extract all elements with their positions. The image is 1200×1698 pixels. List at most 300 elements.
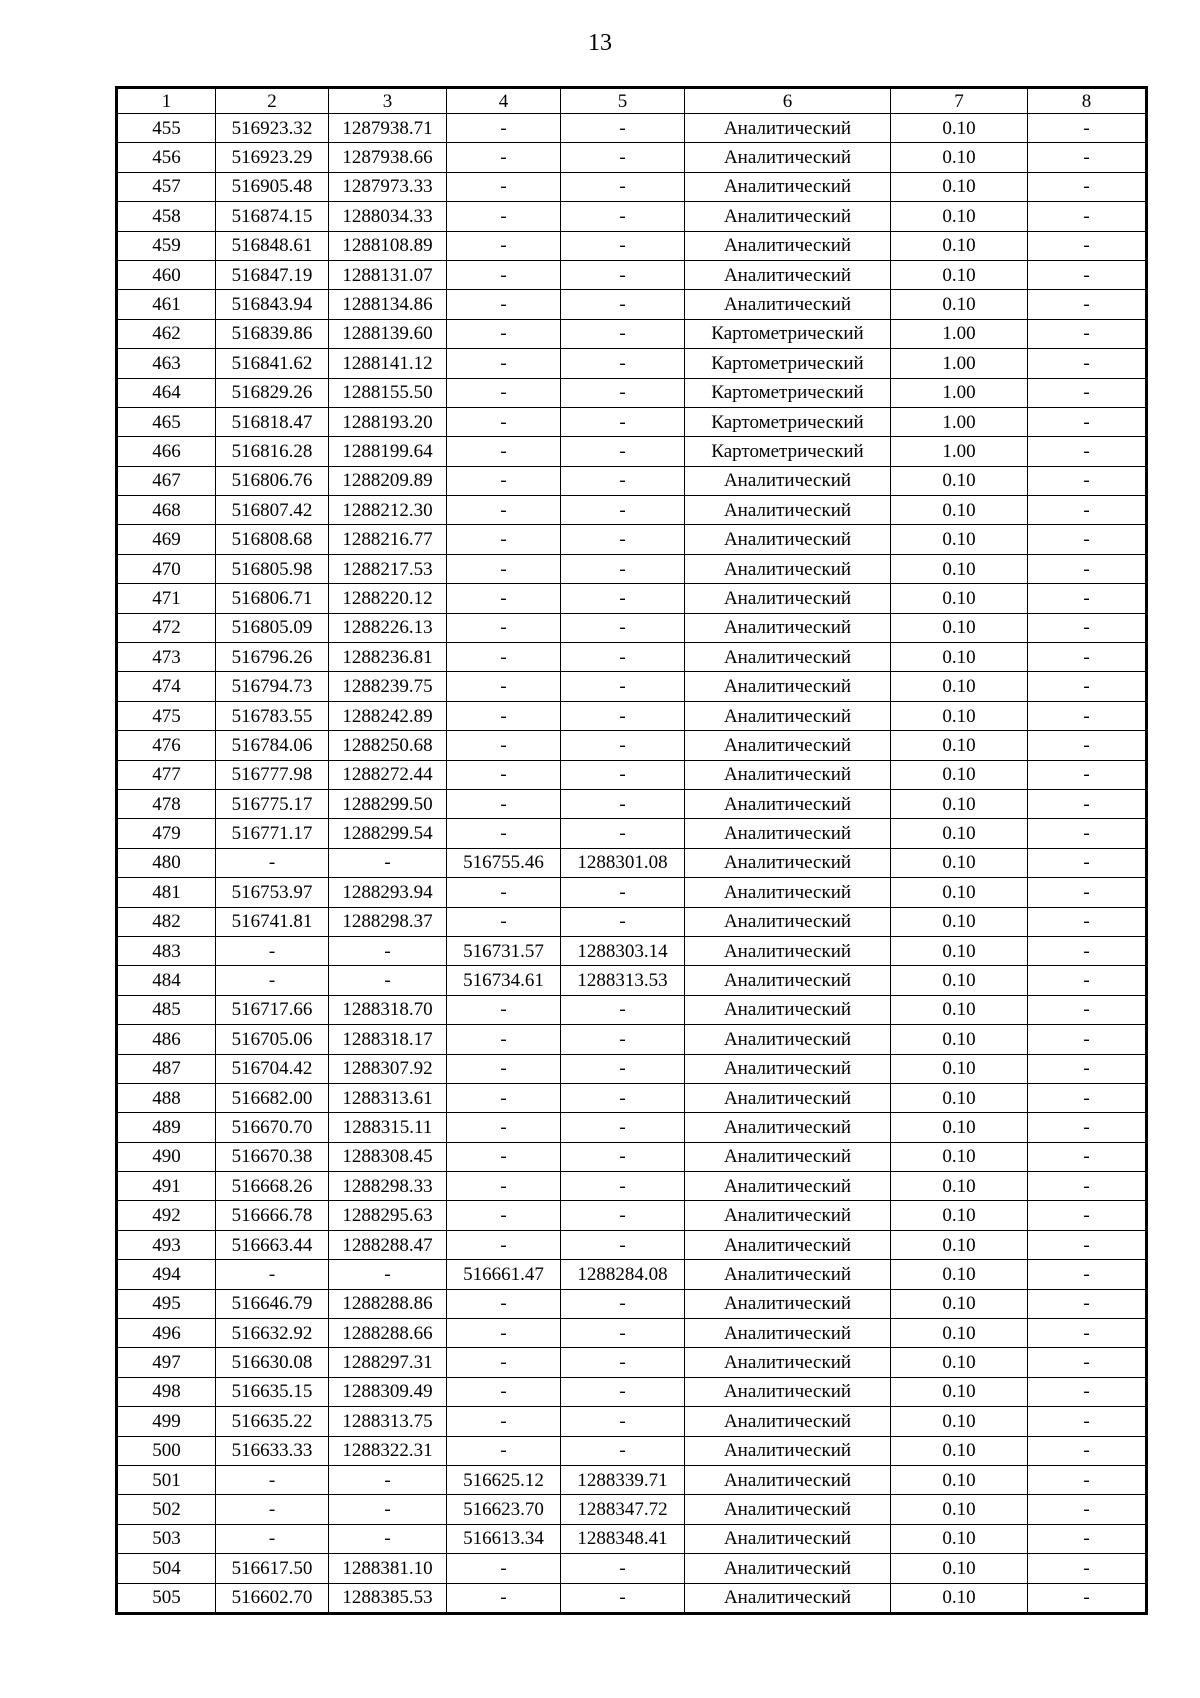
method-cell: Аналитический — [685, 202, 891, 231]
description-cell: - — [1028, 1348, 1147, 1377]
x-coordinate-new-cell: - — [447, 437, 561, 466]
point-number-cell: 493 — [117, 1230, 216, 1259]
table-row — [117, 995, 1147, 1024]
point-number-cell: 481 — [117, 878, 216, 907]
x-coordinate-cell: 516753.97 — [216, 878, 329, 907]
x-coordinate-cell: 516905.48 — [216, 172, 329, 201]
x-coordinate-new-cell: 516625.12 — [447, 1465, 561, 1494]
x-coordinate-new-cell: - — [447, 1554, 561, 1583]
point-number-cell: 494 — [117, 1260, 216, 1289]
x-coordinate-cell: 516775.17 — [216, 789, 329, 818]
description-cell: - — [1028, 1201, 1147, 1230]
x-coordinate-new-cell: - — [447, 995, 561, 1024]
point-number-cell: 495 — [117, 1289, 216, 1318]
accuracy-cell: 0.10 — [891, 760, 1028, 789]
y-coordinate-cell: 1288134.86 — [329, 290, 447, 319]
y-coordinate-new-cell: 1288347.72 — [561, 1495, 685, 1524]
x-coordinate-new-cell: 516731.57 — [447, 936, 561, 965]
method-cell: Аналитический — [685, 760, 891, 789]
description-cell: - — [1028, 701, 1147, 730]
method-cell: Аналитический — [685, 1083, 891, 1112]
x-coordinate-new-cell: - — [447, 907, 561, 936]
table-row — [117, 1524, 1147, 1553]
description-cell: - — [1028, 1025, 1147, 1054]
x-coordinate-cell: 516646.79 — [216, 1289, 329, 1318]
table-row — [117, 1583, 1147, 1613]
point-number-cell: 472 — [117, 613, 216, 642]
description-cell: - — [1028, 143, 1147, 172]
y-coordinate-new-cell: - — [561, 319, 685, 348]
point-number-cell: 501 — [117, 1465, 216, 1494]
y-coordinate-new-cell: - — [561, 1113, 685, 1142]
x-coordinate-new-cell: - — [447, 1348, 561, 1377]
x-coordinate-cell: 516848.61 — [216, 231, 329, 260]
y-coordinate-new-cell: - — [561, 672, 685, 701]
y-coordinate-new-cell: - — [561, 1025, 685, 1054]
method-cell: Аналитический — [685, 907, 891, 936]
y-coordinate-new-cell: - — [561, 1142, 685, 1171]
y-coordinate-new-cell: - — [561, 260, 685, 289]
accuracy-cell: 0.10 — [891, 1201, 1028, 1230]
method-cell: Аналитический — [685, 878, 891, 907]
method-cell: Аналитический — [685, 143, 891, 172]
description-cell: - — [1028, 319, 1147, 348]
method-cell: Аналитический — [685, 1583, 891, 1613]
y-coordinate-cell: 1288131.07 — [329, 260, 447, 289]
accuracy-cell: 0.10 — [891, 819, 1028, 848]
method-cell: Аналитический — [685, 995, 891, 1024]
accuracy-cell: 0.10 — [891, 1083, 1028, 1112]
table-row — [117, 613, 1147, 642]
x-coordinate-new-cell: - — [447, 613, 561, 642]
y-coordinate-cell: 1288236.81 — [329, 643, 447, 672]
description-cell: - — [1028, 407, 1147, 436]
y-coordinate-new-cell: - — [561, 202, 685, 231]
y-coordinate-new-cell: 1288313.53 — [561, 966, 685, 995]
point-number-cell: 468 — [117, 496, 216, 525]
column-number-1: 1 — [117, 88, 216, 114]
y-coordinate-new-cell: 1288339.71 — [561, 1465, 685, 1494]
column-number-8: 8 — [1028, 88, 1147, 114]
description-cell: - — [1028, 290, 1147, 319]
x-coordinate-new-cell: - — [447, 378, 561, 407]
y-coordinate-new-cell: - — [561, 819, 685, 848]
accuracy-cell: 0.10 — [891, 1113, 1028, 1142]
x-coordinate-cell: 516632.92 — [216, 1319, 329, 1348]
point-number-cell: 476 — [117, 731, 216, 760]
point-number-cell: 466 — [117, 437, 216, 466]
y-coordinate-cell: 1288385.53 — [329, 1583, 447, 1613]
x-coordinate-cell: 516635.22 — [216, 1407, 329, 1436]
description-cell: - — [1028, 114, 1147, 143]
accuracy-cell: 0.10 — [891, 1319, 1028, 1348]
description-cell: - — [1028, 378, 1147, 407]
x-coordinate-cell: 516796.26 — [216, 643, 329, 672]
y-coordinate-cell: 1288108.89 — [329, 231, 447, 260]
x-coordinate-cell: 516829.26 — [216, 378, 329, 407]
table-row — [117, 1348, 1147, 1377]
x-coordinate-cell: 516923.32 — [216, 114, 329, 143]
method-cell: Аналитический — [685, 789, 891, 818]
y-coordinate-new-cell: - — [561, 466, 685, 495]
y-coordinate-cell: 1288272.44 — [329, 760, 447, 789]
accuracy-cell: 0.10 — [891, 1025, 1028, 1054]
y-coordinate-cell: 1288288.86 — [329, 1289, 447, 1318]
description-cell: - — [1028, 789, 1147, 818]
method-cell: Аналитический — [685, 672, 891, 701]
y-coordinate-cell: - — [329, 848, 447, 877]
point-number-cell: 488 — [117, 1083, 216, 1112]
x-coordinate-new-cell: 516755.46 — [447, 848, 561, 877]
y-coordinate-cell: 1288155.50 — [329, 378, 447, 407]
point-number-cell: 464 — [117, 378, 216, 407]
description-cell: - — [1028, 1054, 1147, 1083]
point-number-cell: 496 — [117, 1319, 216, 1348]
y-coordinate-new-cell: - — [561, 1054, 685, 1083]
table-row — [117, 172, 1147, 201]
description-cell: - — [1028, 1465, 1147, 1494]
accuracy-cell: 0.10 — [891, 1142, 1028, 1171]
x-coordinate-cell: - — [216, 966, 329, 995]
x-coordinate-new-cell: 516623.70 — [447, 1495, 561, 1524]
y-coordinate-cell: 1288288.47 — [329, 1230, 447, 1259]
x-coordinate-new-cell: - — [447, 290, 561, 319]
accuracy-cell: 0.10 — [891, 1407, 1028, 1436]
accuracy-cell: 0.10 — [891, 260, 1028, 289]
y-coordinate-cell: - — [329, 1260, 447, 1289]
x-coordinate-new-cell: - — [447, 231, 561, 260]
description-cell: - — [1028, 731, 1147, 760]
description-cell: - — [1028, 466, 1147, 495]
x-coordinate-new-cell: - — [447, 1377, 561, 1406]
x-coordinate-cell: - — [216, 1260, 329, 1289]
description-cell: - — [1028, 907, 1147, 936]
table-row — [117, 1436, 1147, 1465]
x-coordinate-cell: 516783.55 — [216, 701, 329, 730]
y-coordinate-new-cell: 1288301.08 — [561, 848, 685, 877]
method-cell: Аналитический — [685, 1495, 891, 1524]
x-coordinate-cell: - — [216, 1524, 329, 1553]
table-row — [117, 378, 1147, 407]
table-row — [117, 1230, 1147, 1259]
x-coordinate-cell: 516805.09 — [216, 613, 329, 642]
accuracy-cell: 0.10 — [891, 172, 1028, 201]
accuracy-cell: 0.10 — [891, 525, 1028, 554]
description-cell: - — [1028, 1407, 1147, 1436]
x-coordinate-new-cell: - — [447, 672, 561, 701]
accuracy-cell: 1.00 — [891, 437, 1028, 466]
table-row — [117, 584, 1147, 613]
table-row — [117, 496, 1147, 525]
x-coordinate-new-cell: - — [447, 525, 561, 554]
x-coordinate-cell: 516843.94 — [216, 290, 329, 319]
point-number-cell: 504 — [117, 1554, 216, 1583]
point-number-cell: 463 — [117, 349, 216, 378]
x-coordinate-cell: 516818.47 — [216, 407, 329, 436]
y-coordinate-cell: - — [329, 1524, 447, 1553]
method-cell: Аналитический — [685, 1142, 891, 1171]
table-row — [117, 907, 1147, 936]
y-coordinate-cell: 1288295.63 — [329, 1201, 447, 1230]
point-number-cell: 483 — [117, 936, 216, 965]
x-coordinate-new-cell: - — [447, 1113, 561, 1142]
method-cell: Аналитический — [685, 1524, 891, 1553]
y-coordinate-cell: - — [329, 936, 447, 965]
accuracy-cell: 0.10 — [891, 496, 1028, 525]
y-coordinate-new-cell: - — [561, 172, 685, 201]
table-row — [117, 143, 1147, 172]
table-row — [117, 407, 1147, 436]
x-coordinate-cell: 516633.33 — [216, 1436, 329, 1465]
column-number-3: 3 — [329, 88, 447, 114]
table-row — [117, 554, 1147, 583]
table-row — [117, 966, 1147, 995]
point-number-cell: 490 — [117, 1142, 216, 1171]
description-cell: - — [1028, 172, 1147, 201]
y-coordinate-new-cell: 1288348.41 — [561, 1524, 685, 1553]
x-coordinate-new-cell: - — [447, 466, 561, 495]
x-coordinate-cell: 516635.15 — [216, 1377, 329, 1406]
coordinates-table — [115, 86, 1148, 1615]
x-coordinate-cell: 516717.66 — [216, 995, 329, 1024]
x-coordinate-cell: 516602.70 — [216, 1583, 329, 1613]
point-number-cell: 485 — [117, 995, 216, 1024]
method-cell: Аналитический — [685, 1465, 891, 1494]
y-coordinate-cell: - — [329, 1495, 447, 1524]
x-coordinate-cell: 516806.71 — [216, 584, 329, 613]
description-cell: - — [1028, 1113, 1147, 1142]
description-cell: - — [1028, 878, 1147, 907]
method-cell: Аналитический — [685, 1113, 891, 1142]
table-row — [117, 701, 1147, 730]
method-cell: Аналитический — [685, 290, 891, 319]
table-row — [117, 466, 1147, 495]
y-coordinate-cell: 1288297.31 — [329, 1348, 447, 1377]
y-coordinate-cell: 1287938.71 — [329, 114, 447, 143]
y-coordinate-new-cell: - — [561, 1230, 685, 1259]
x-coordinate-cell: 516784.06 — [216, 731, 329, 760]
method-cell: Аналитический — [685, 1054, 891, 1083]
x-coordinate-new-cell: - — [447, 172, 561, 201]
x-coordinate-cell: 516847.19 — [216, 260, 329, 289]
method-cell: Аналитический — [685, 819, 891, 848]
y-coordinate-cell: 1288226.13 — [329, 613, 447, 642]
y-coordinate-cell: 1287938.66 — [329, 143, 447, 172]
point-number-cell: 491 — [117, 1172, 216, 1201]
y-coordinate-new-cell: - — [561, 995, 685, 1024]
accuracy-cell: 0.10 — [891, 995, 1028, 1024]
description-cell: - — [1028, 1289, 1147, 1318]
x-coordinate-new-cell: - — [447, 554, 561, 583]
point-number-cell: 455 — [117, 114, 216, 143]
y-coordinate-cell: - — [329, 966, 447, 995]
accuracy-cell: 0.10 — [891, 966, 1028, 995]
method-cell: Аналитический — [685, 731, 891, 760]
table-row — [117, 1201, 1147, 1230]
point-number-cell: 484 — [117, 966, 216, 995]
point-number-cell: 467 — [117, 466, 216, 495]
table-row — [117, 1260, 1147, 1289]
accuracy-cell: 1.00 — [891, 407, 1028, 436]
x-coordinate-new-cell: - — [447, 760, 561, 789]
accuracy-cell: 1.00 — [891, 378, 1028, 407]
x-coordinate-new-cell: - — [447, 1172, 561, 1201]
x-coordinate-cell: 516668.26 — [216, 1172, 329, 1201]
y-coordinate-new-cell: - — [561, 525, 685, 554]
point-number-cell: 497 — [117, 1348, 216, 1377]
table-row — [117, 349, 1147, 378]
accuracy-cell: 0.10 — [891, 1260, 1028, 1289]
y-coordinate-new-cell: - — [561, 1407, 685, 1436]
y-coordinate-cell: 1288308.45 — [329, 1142, 447, 1171]
x-coordinate-cell: 516874.15 — [216, 202, 329, 231]
y-coordinate-new-cell: - — [561, 789, 685, 818]
x-coordinate-new-cell: - — [447, 1142, 561, 1171]
method-cell: Аналитический — [685, 172, 891, 201]
x-coordinate-new-cell: - — [447, 407, 561, 436]
method-cell: Аналитический — [685, 643, 891, 672]
accuracy-cell: 0.10 — [891, 936, 1028, 965]
y-coordinate-new-cell: - — [561, 1319, 685, 1348]
point-number-cell: 479 — [117, 819, 216, 848]
x-coordinate-new-cell: - — [447, 584, 561, 613]
method-cell: Аналитический — [685, 466, 891, 495]
table-row — [117, 878, 1147, 907]
table-row — [117, 672, 1147, 701]
y-coordinate-cell: 1288212.30 — [329, 496, 447, 525]
y-coordinate-cell: 1288139.60 — [329, 319, 447, 348]
y-coordinate-cell: 1288318.70 — [329, 995, 447, 1024]
x-coordinate-new-cell: - — [447, 643, 561, 672]
y-coordinate-cell: 1288209.89 — [329, 466, 447, 495]
y-coordinate-cell: 1288034.33 — [329, 202, 447, 231]
y-coordinate-new-cell: - — [561, 1436, 685, 1465]
accuracy-cell: 0.10 — [891, 202, 1028, 231]
accuracy-cell: 1.00 — [891, 349, 1028, 378]
table-row — [117, 643, 1147, 672]
accuracy-cell: 0.10 — [891, 731, 1028, 760]
x-coordinate-cell: 516807.42 — [216, 496, 329, 525]
description-cell: - — [1028, 554, 1147, 583]
method-cell: Аналитический — [685, 1407, 891, 1436]
point-number-cell: 470 — [117, 554, 216, 583]
table-row — [117, 1054, 1147, 1083]
y-coordinate-new-cell: - — [561, 1083, 685, 1112]
y-coordinate-cell: - — [329, 1465, 447, 1494]
x-coordinate-new-cell: - — [447, 349, 561, 378]
method-cell: Аналитический — [685, 613, 891, 642]
y-coordinate-new-cell: - — [561, 613, 685, 642]
x-coordinate-new-cell: - — [447, 1583, 561, 1613]
table-row — [117, 1377, 1147, 1406]
y-coordinate-cell: 1288307.92 — [329, 1054, 447, 1083]
table-row — [117, 525, 1147, 554]
method-cell: Аналитический — [685, 1201, 891, 1230]
x-coordinate-new-cell: - — [447, 819, 561, 848]
x-coordinate-new-cell: 516734.61 — [447, 966, 561, 995]
accuracy-cell: 0.10 — [891, 789, 1028, 818]
point-number-cell: 458 — [117, 202, 216, 231]
x-coordinate-new-cell: - — [447, 1054, 561, 1083]
y-coordinate-new-cell: - — [561, 731, 685, 760]
x-coordinate-new-cell: - — [447, 1407, 561, 1436]
x-coordinate-new-cell: - — [447, 1289, 561, 1318]
method-cell: Аналитический — [685, 554, 891, 583]
method-cell: Аналитический — [685, 231, 891, 260]
y-coordinate-new-cell: - — [561, 114, 685, 143]
y-coordinate-new-cell: 1288303.14 — [561, 936, 685, 965]
description-cell: - — [1028, 1554, 1147, 1583]
point-number-cell: 465 — [117, 407, 216, 436]
description-cell: - — [1028, 848, 1147, 877]
accuracy-cell: 0.10 — [891, 1377, 1028, 1406]
description-cell: - — [1028, 936, 1147, 965]
accuracy-cell: 1.00 — [891, 319, 1028, 348]
description-cell: - — [1028, 1436, 1147, 1465]
table-row — [117, 936, 1147, 965]
x-coordinate-new-cell: - — [447, 789, 561, 818]
method-cell: Аналитический — [685, 496, 891, 525]
point-number-cell: 480 — [117, 848, 216, 877]
x-coordinate-cell: 516682.00 — [216, 1083, 329, 1112]
x-coordinate-cell: 516663.44 — [216, 1230, 329, 1259]
method-cell: Аналитический — [685, 848, 891, 877]
accuracy-cell: 0.10 — [891, 672, 1028, 701]
table-row — [117, 819, 1147, 848]
accuracy-cell: 0.10 — [891, 643, 1028, 672]
method-cell: Аналитический — [685, 936, 891, 965]
description-cell: - — [1028, 995, 1147, 1024]
y-coordinate-new-cell: - — [561, 437, 685, 466]
y-coordinate-cell: 1288220.12 — [329, 584, 447, 613]
method-cell: Аналитический — [685, 584, 891, 613]
table-row — [117, 1083, 1147, 1112]
description-cell: - — [1028, 819, 1147, 848]
description-cell: - — [1028, 1524, 1147, 1553]
y-coordinate-new-cell: - — [561, 1377, 685, 1406]
table-row — [117, 848, 1147, 877]
point-number-cell: 471 — [117, 584, 216, 613]
method-cell: Аналитический — [685, 1436, 891, 1465]
description-cell: - — [1028, 349, 1147, 378]
y-coordinate-new-cell: - — [561, 1348, 685, 1377]
x-coordinate-cell: 516839.86 — [216, 319, 329, 348]
y-coordinate-new-cell: - — [561, 1554, 685, 1583]
y-coordinate-new-cell: 1288284.08 — [561, 1260, 685, 1289]
y-coordinate-new-cell: - — [561, 407, 685, 436]
y-coordinate-new-cell: - — [561, 1172, 685, 1201]
y-coordinate-new-cell: - — [561, 143, 685, 172]
accuracy-cell: 0.10 — [891, 1172, 1028, 1201]
point-number-cell: 460 — [117, 260, 216, 289]
method-cell: Аналитический — [685, 701, 891, 730]
table-row — [117, 1025, 1147, 1054]
y-coordinate-cell: 1288288.66 — [329, 1319, 447, 1348]
y-coordinate-cell: 1288239.75 — [329, 672, 447, 701]
accuracy-cell: 0.10 — [891, 1289, 1028, 1318]
y-coordinate-cell: 1288242.89 — [329, 701, 447, 730]
description-cell: - — [1028, 231, 1147, 260]
y-coordinate-cell: 1287973.33 — [329, 172, 447, 201]
table-row — [117, 1172, 1147, 1201]
x-coordinate-cell: 516771.17 — [216, 819, 329, 848]
x-coordinate-new-cell: - — [447, 701, 561, 730]
point-number-cell: 500 — [117, 1436, 216, 1465]
table-row — [117, 760, 1147, 789]
table-row — [117, 1289, 1147, 1318]
y-coordinate-cell: 1288298.37 — [329, 907, 447, 936]
description-cell: - — [1028, 584, 1147, 613]
